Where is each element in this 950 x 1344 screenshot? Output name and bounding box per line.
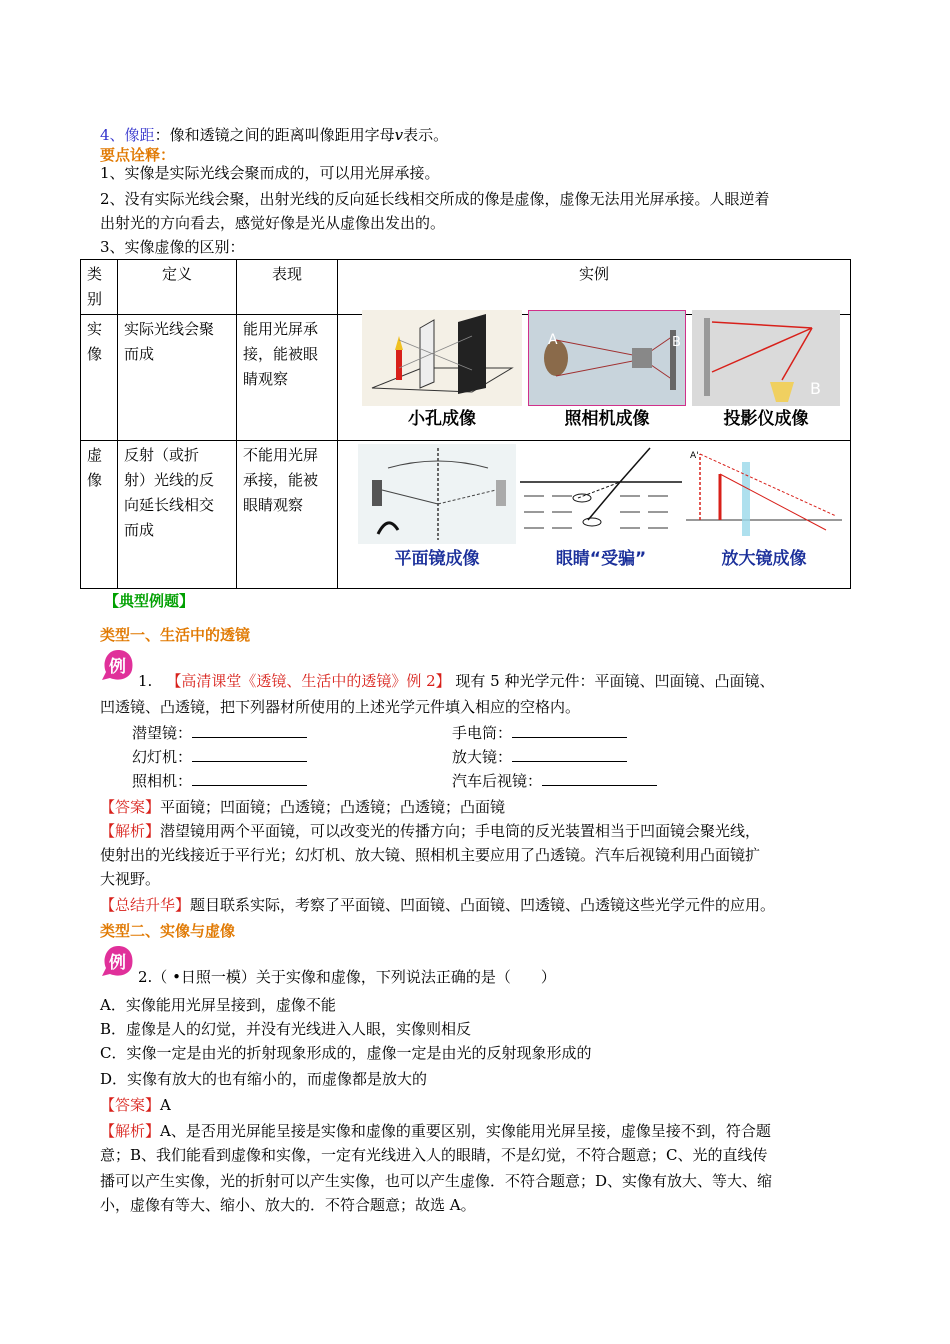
example1-analysis-2: 使射出的光线接近于平行光；幻灯机、放大镜、照相机主要应用了凸透镜。汽车后视镜利用凸面镜扩	[100, 846, 761, 864]
option-b: B．虚像是人的幻觉，并没有光线进入人眼，实像则相反	[100, 1020, 472, 1038]
pinhole-figure	[362, 310, 522, 429]
section4-var: v	[394, 126, 404, 144]
magnifier-label-ap: A'	[690, 451, 699, 461]
header-category: 类 别	[81, 260, 118, 315]
projector-illustration	[692, 310, 840, 406]
example2-analysis-4: 小，虚像有等大、缩小、放大的．不符合题意；故选 A。	[100, 1196, 476, 1214]
example1-num: 1.	[138, 672, 153, 690]
example1-answer: 【答案】平面镜；凹面镜；凸透镜；凸透镜；凸透镜；凸面镜	[100, 798, 506, 816]
fill-magnifier: 放大镜：	[452, 746, 627, 768]
example2-analysis-2: 意；B、我们能看到虚像和实像，一定有光线进入人的眼睛，不是幻觉，不符合题意；C、光的直线传	[100, 1146, 768, 1164]
example1-source: 【高清课堂《透镜、生活中的透镜》例 2】	[166, 672, 451, 690]
section4-rest: ：像和透镜之间的距离叫像距用字母	[154, 126, 395, 144]
pinhole-caption: 小孔成像	[408, 409, 476, 429]
magnifier-caption: 放大镜成像	[721, 549, 807, 569]
example2-answer: 【答案】A	[100, 1096, 171, 1114]
example1-question-2: 凹透镜、凸透镜，把下列器材所使用的上述光学元件填入相应的空格内。	[100, 698, 581, 716]
type1-heading: 类型一、生活中的透镜	[100, 626, 251, 644]
real-category: 实 像	[81, 315, 118, 441]
virtual-definition: 反射（或折 射）光线的反 向延长线相交 而成	[118, 441, 237, 589]
camera-figure	[528, 310, 686, 429]
keypoint-3: 3、实像虚像的区别：	[100, 238, 245, 256]
projector-caption: 投影仪成像	[723, 409, 809, 429]
section4-line	[100, 124, 448, 146]
example1-summary: 【总结升华】题目联系实际，考察了平面镜、凹面镜、凸面镜、凹透镜、凸透镜这些光学元件的应用。	[100, 896, 776, 914]
projector-label-b: B	[810, 379, 821, 398]
keypoint-1: 1、实像是实际光线会聚而成的，可以用光屏承接。	[100, 164, 440, 182]
header-performance: 表现	[237, 260, 338, 315]
blank-rearview-mirror[interactable]	[542, 771, 657, 786]
example1-line1	[138, 670, 775, 692]
example1-analysis-3: 大视野。	[100, 870, 161, 888]
eye-deceived-figure	[520, 444, 682, 569]
virtual-performance: 不能用光屏 承接，能被 眼睛观察	[237, 441, 338, 589]
example-badge-icon-2	[100, 944, 136, 978]
example2-analysis-3: 播可以产生实像，光的折射可以产生实像，也可以产生虚像．不符合题意；D、实像有放大、等大、缩	[100, 1172, 773, 1190]
header-definition: 定义	[118, 260, 237, 315]
type2-heading: 类型二、实像与虚像	[100, 922, 236, 940]
example-badge-1	[100, 648, 134, 682]
camera-caption: 照相机成像	[564, 409, 650, 429]
typical-heading: 【典型例题】	[104, 592, 195, 610]
magnifier-figure	[686, 444, 842, 569]
camera-label-a: A	[548, 332, 558, 348]
keypoints-title: 要点诠释：	[100, 146, 176, 164]
svg-text:例: 例	[109, 953, 126, 973]
real-performance: 能用光屏承 接，能被眼 睛观察	[237, 315, 338, 441]
camera-illustration	[528, 310, 686, 406]
blank-camera[interactable]	[192, 771, 307, 786]
projector-figure	[692, 310, 840, 429]
fill-flashlight: 手电筒：	[452, 722, 627, 744]
blank-magnifier[interactable]	[512, 747, 627, 762]
blank-periscope[interactable]	[192, 723, 307, 738]
section4-tail: 表示。	[403, 126, 449, 144]
magnifier-illustration	[686, 444, 842, 544]
fill-periscope: 潜望镜：	[132, 722, 307, 744]
eye-deceived-caption: 眼睛“受骗”	[555, 549, 647, 569]
header-examples: 实例	[338, 260, 851, 315]
example2-analysis-1: 【解析】A、是否用光屏能呈接是实像和虚像的重要区别，实像能用光屏呈接，虚像呈接不到，符合题	[100, 1122, 771, 1140]
pinhole-illustration	[362, 310, 522, 406]
real-definition: 实际光线会聚 而成	[118, 315, 237, 441]
eye-deceived-illustration	[520, 444, 682, 544]
virtual-category: 虚 像	[81, 441, 118, 589]
example-badge-icon	[100, 648, 136, 682]
table-header-row	[81, 260, 851, 315]
plane-mirror-caption: 平面镜成像	[394, 549, 480, 569]
plane-mirror-illustration	[358, 444, 516, 544]
example-badge-2	[100, 944, 134, 978]
option-d: D．实像有放大的也有缩小的，而虚像都是放大的	[100, 1070, 428, 1088]
blank-slide-projector[interactable]	[192, 747, 307, 762]
section4-num: 4、	[100, 126, 125, 144]
keypoint-2b: 出射光的方向看去，感觉好像是光从虚像出发出的。	[100, 214, 446, 232]
camera-label-b: B	[672, 335, 681, 350]
example1-question-1: 现有 5 种光学元件：平面镜、凹面镜、凸面镜、	[450, 672, 775, 690]
fill-slide-projector: 幻灯机：	[132, 746, 307, 768]
example2-question: 2.（ •日照一模）关于实像和虚像，下列说法正确的是（ ）	[138, 968, 556, 986]
example1-analysis-1: 【解析】潜望镜用两个平面镜，可以改变光的传播方向；手电筒的反光装置相当于凹面镜会聚光线，	[100, 822, 761, 840]
plane-mirror-figure	[358, 444, 516, 569]
keypoint-2a: 2、没有实际光线会聚，出射光线的反向延长线相交所成的像是虚像，虚像无法用光屏承接。人眼逆着	[100, 190, 770, 208]
section4-term: 像距	[124, 126, 155, 144]
fill-camera: 照相机：	[132, 770, 307, 792]
svg-text:例: 例	[109, 657, 126, 677]
option-a: A．实像能用光屏呈接到，虚像不能	[100, 996, 336, 1014]
blank-flashlight[interactable]	[512, 723, 627, 738]
option-c: C．实像一定是由光的折射现象形成的，虚像一定是由光的反射现象形成的	[100, 1044, 592, 1062]
fill-rearview-mirror: 汽车后视镜：	[452, 770, 657, 792]
